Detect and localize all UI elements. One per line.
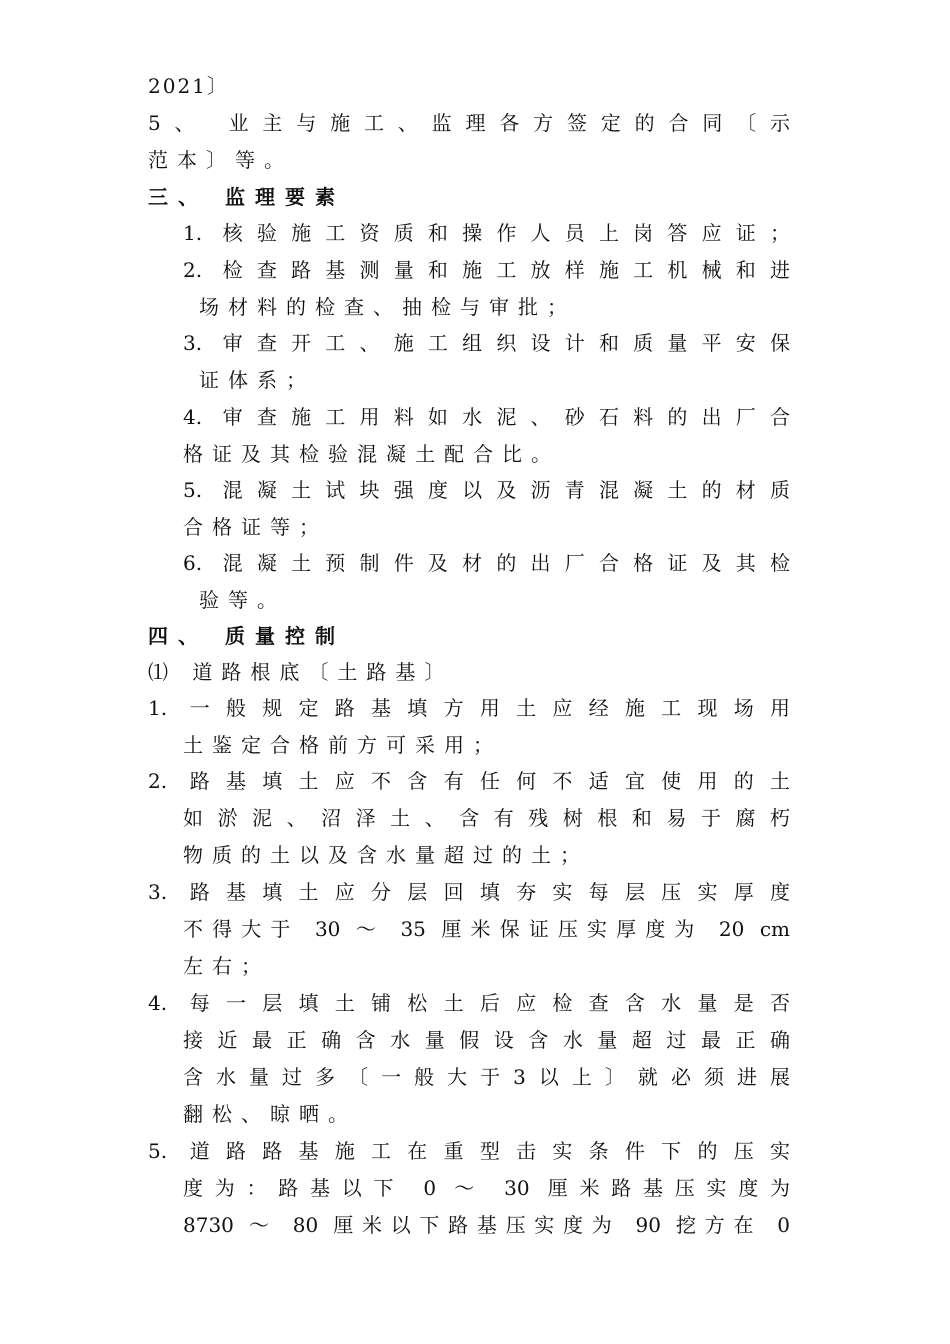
para-2-cont-2: 物质的土以及含水量超过的土； (183, 843, 589, 867)
list-item-5: 5. 混凝土试块强度以及沥青混凝土的材质 (183, 478, 790, 502)
para-4: 4. 每一层填土铺松土后应检查含水量是否 (148, 991, 790, 1015)
para-2-cont-1: 如淤泥、沼泽土、含有残树根和易于腐朽 (183, 806, 790, 830)
para-4-cont-2: 含水量过多〔一般大于3以上〕就必须进展 (183, 1065, 790, 1089)
para-5-cont-2: 8730 ～ 80 厘米以下路基压实度为 90 挖方在 0 (183, 1213, 790, 1237)
para-5-cont-1: 度为：路基以下 0 ～ 30 厘米路基压实度为 (183, 1176, 790, 1200)
para-3-cont-1: 不得大于 30 ～ 35 厘米保证压实厚度为 20 cm (183, 917, 790, 941)
para-2: 2. 路基填土应不含有任何不适宜使用的土 (148, 769, 790, 793)
section-heading-3: 三、 监理要素 (148, 185, 345, 209)
para-4-cont-3: 翻松、晾晒。 (183, 1102, 357, 1126)
para-4-cont-1: 接近最正确含水量假设含水量超过最正确 (183, 1028, 790, 1052)
text-line-2: 5、 业主与施工、监理各方签定的合同〔示 (148, 111, 790, 135)
list-item-5-cont: 合格证等； (183, 515, 328, 539)
list-item-3-cont: 证体系； (199, 368, 315, 392)
list-item-6: 6. 混凝土预制件及材的出厂合格证及其检 (183, 551, 790, 575)
para-1: 1. 一般规定路基填方用土应经施工现场用 (148, 696, 790, 720)
list-item-2: 2. 检查路基测量和施工放样施工机械和进 (183, 258, 790, 282)
section-heading-4: 四、 质量控制 (148, 624, 345, 648)
text-line-3: 范本〕等。 (148, 148, 293, 172)
para-5: 5. 道路路基施工在重型击实条件下的压实 (148, 1139, 790, 1163)
list-item-1: 1. 核验施工资质和操作人员上岗答应证； (183, 221, 790, 245)
list-item-6-cont: 验等。 (199, 588, 286, 612)
list-item-2-cont: 场材料的检查、抽检与审批； (199, 295, 576, 319)
list-item-4-cont: 格证及其检验混凝土配合比。 (183, 442, 560, 466)
para-3-cont-2: 左右； (183, 954, 270, 978)
text-line-1: 2021〕 (148, 74, 229, 98)
para-1-cont: 土鉴定合格前方可采用； (183, 733, 502, 757)
para-3: 3. 路基填土应分层回填夯实每层压实厚度 (148, 880, 790, 904)
list-item-4: 4. 审查施工用料如水泥、砂石料的出厂合 (183, 405, 790, 429)
subsection-heading: ⑴ 道路根底〔土路基〕 (148, 660, 454, 684)
list-item-3: 3. 审查开工、施工组织设计和质量平安保 (183, 331, 790, 355)
